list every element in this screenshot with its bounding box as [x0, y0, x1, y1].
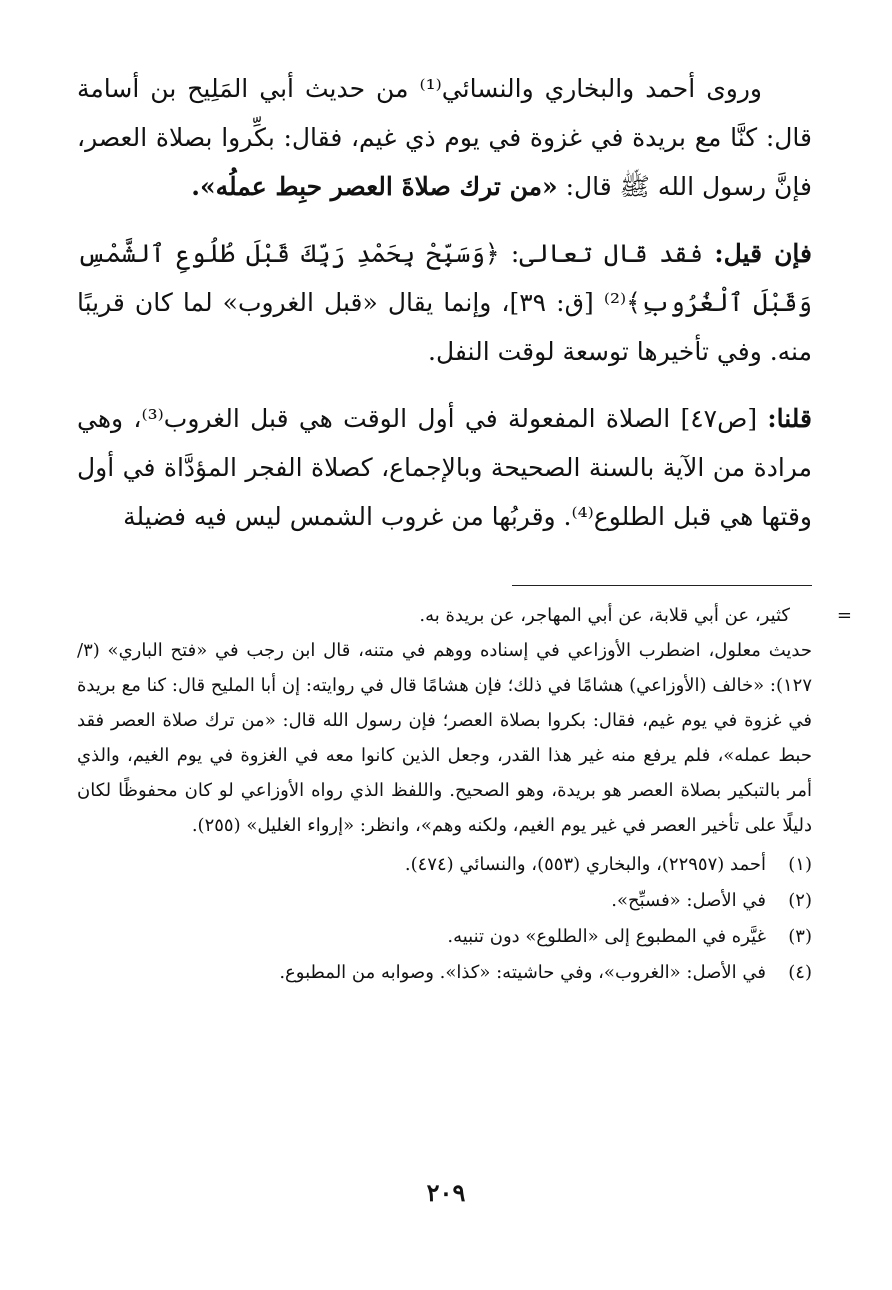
- footnote-text: في الأصل: «فسبِّح».: [611, 890, 766, 911]
- footnote-text: غيَّره في المطبوع إلى «الطلوع» دون تنبيه.: [447, 926, 766, 947]
- footnote-number: (٣): [788, 926, 812, 947]
- footnote-text: أحمد (٢٢٩٥٧)، والبخاري (٥٥٣)، والنسائي (٤٧٤).: [404, 854, 766, 875]
- continuation-first-line: كثير، عن أبي قلابة، عن أبي المهاجر، عن بريدة به.: [419, 605, 790, 626]
- body-paragraph-2: [77, 229, 812, 376]
- continuation-marker: =: [836, 605, 852, 626]
- hadith-quote: «من ترك صلاةَ العصر حبِط عملُه».: [191, 172, 558, 201]
- body-paragraph-3: [77, 394, 812, 541]
- reply-lead: قلنا:: [767, 404, 812, 433]
- objection-lead: فإن قيل:: [714, 239, 813, 268]
- continuation-text: حديث معلول، اضطرب الأوزاعي في إسناده ووهم في متنه، قال ابن رجب في «فتح الباري» (٣/ ١٢٧): «خالف (الأوزاعي) هشامًا في ذلك؛ فإن هشامًا قال في روايته: إن أبا المليح قال: كنا مع بريدة في غزوة في يوم غيم، فقال: بكروا بصلاة العصر؛ فإن رسول الله قال: «من ترك صلاة العصر فقد حبط عمله»، فلم يرفع منه غير هذا القدر، وجعل الذين كانوا معه في الغزوة في يوم الغيم، والذي أمر بالتبكير بصلاة العصر هو بريدة، وهو الصحيح. واللفظ الذي رواه الأوزاعي لو كان محفوظًا لكان دليلًا على تأخير العصر في غير يوم الغيم، ولكنه وهم»، وانظر: «إرواء الغليل» (٢٥٥).: [77, 640, 812, 836]
- footnote-3: [77, 919, 812, 955]
- body-paragraph-1: [77, 64, 812, 211]
- footnote-list: [77, 847, 812, 991]
- page-number: ٢٠٩: [426, 1178, 466, 1207]
- footnote-separator: [512, 585, 812, 586]
- footnote-number: (٢): [788, 890, 812, 911]
- footnote-2: [77, 883, 812, 919]
- footnote-text: في الأصل: «الغروب»، وفي حاشيته: «كذا». وصوابه من المطبوع.: [279, 962, 766, 983]
- footnote-continuation: [77, 598, 852, 843]
- footnote-4: [77, 955, 812, 991]
- paragraph-2-text: فقد قال تعالى: ﴿وَسَبِّحْ بِحَمْدِ رَبِّكَ قَبْلَ طُلُوعِ ٱلشَّمْسِ وَقَبْلَ ٱلْغُرُوبِ﴾⁽²⁾ [ق: ٣٩]، وإنما يقال «قبل الغروب» لما كان قريبًا منه. وفي تأخيرها توسعة لوقت النفل.: [77, 239, 813, 366]
- footnote-1: [77, 847, 812, 883]
- footnote-number: (٤): [788, 962, 812, 983]
- paragraph-3-text: [ص٤٧] الصلاة المفعولة في أول الوقت هي قبل الغروب⁽³⁾، وهي مرادة من الآية بالسنة الصحيحة وبالإجماع، كصلاة الفجر المؤدَّاة في أول وقتها هي قبل الطلوع⁽⁴⁾. وقربُها من غروب الشمس ليس فيه فضيلة: [77, 404, 812, 531]
- page-content: [77, 64, 852, 991]
- footnote-number: (١): [788, 854, 812, 875]
- paragraph-1-text: وروى أحمد والبخاري والنسائي⁽¹⁾ من حديث أبي المَلِيح بن أسامة قال: كنَّا مع بريدة في غزوة في يوم ذي غيم، فقال: بكِّروا بصلاة العصر، فإنَّ رسول الله ﷺ قال:: [77, 74, 812, 201]
